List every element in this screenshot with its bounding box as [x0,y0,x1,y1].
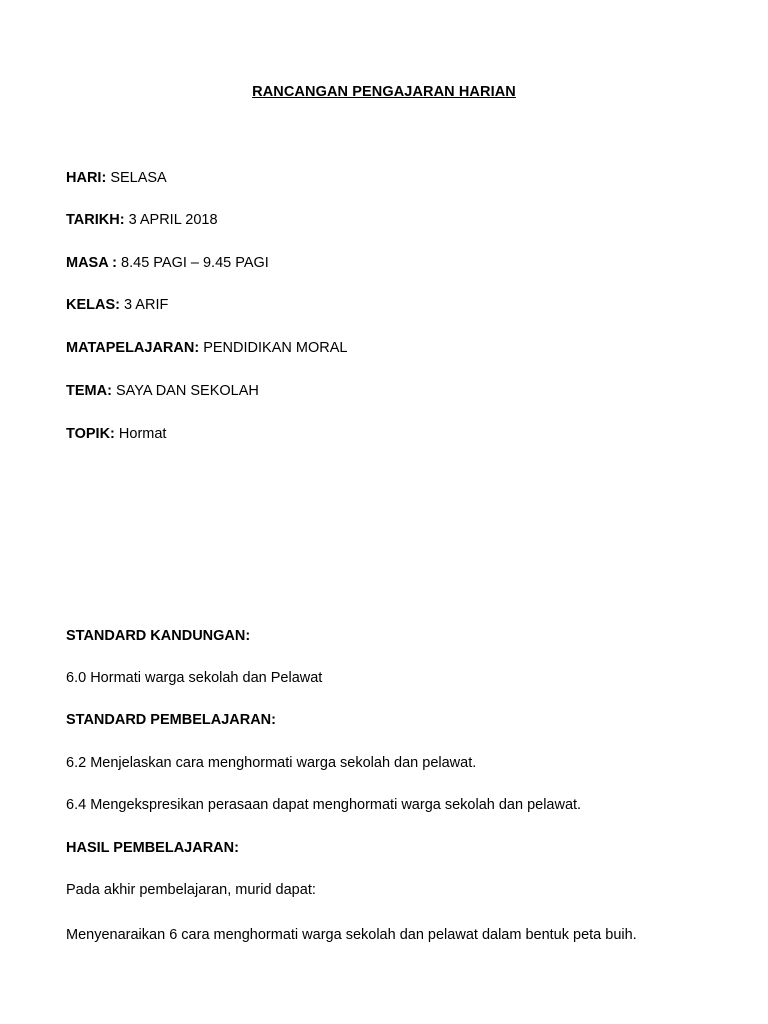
field-label: HARI: [66,170,107,186]
standard-pembelajaran-heading: STANDARD PEMBELAJARAN: [66,712,276,728]
hasil-pembelajaran-heading: HASIL PEMBELAJARAN: [66,840,239,856]
field-kelas [66,297,168,313]
field-label: TOPIK: [66,426,115,442]
standard-kandungan-item [66,670,322,686]
objective-number: 6 [169,927,178,943]
standard-pembelajaran-item [66,797,581,813]
objective-prefix: Menyenaraikan [66,927,166,943]
standard-pembelajaran-item [66,755,476,771]
field-topik [66,426,166,442]
item-text: Hormati warga sekolah dan Pelawat [90,670,323,686]
field-tarikh [66,212,218,228]
field-matapelajaran [66,340,347,356]
hasil-pembelajaran-objective [66,919,706,952]
item-number: 6.2 [66,755,87,771]
field-value: Hormat [118,426,167,442]
hasil-pembelajaran-intro: Pada akhir pembelajaran, murid dapat: [66,882,316,898]
field-hari [66,170,167,186]
field-label: MASA : [66,255,118,271]
field-label: KELAS: [66,297,120,313]
field-value: SAYA DAN SEKOLAH [115,383,259,399]
item-number: 6.0 [66,670,87,686]
field-label: TEMA: [66,383,112,399]
field-tema [66,383,259,399]
field-masa [66,255,269,271]
item-number: 6.4 [66,797,87,813]
field-label: TARIKH: [66,212,125,228]
field-value: 8.45 PAGI – 9.45 PAGI [121,255,269,271]
item-text: Mengekspresikan perasaan dapat menghormati warga sekolah dan pelawat. [90,797,582,813]
standard-kandungan-heading: STANDARD KANDUNGAN: [66,628,251,644]
document-title: RANCANGAN PENGAJARAN HARIAN [252,84,516,100]
field-value: SELASA [110,170,167,186]
field-value: PENDIDIKAN MORAL [203,340,348,356]
item-text: Menjelaskan cara menghormati warga sekolah dan pelawat. [90,755,477,771]
field-value: 3 APRIL 2018 [128,212,218,228]
field-value: 3 ARIF [124,297,169,313]
field-label: MATAPELAJARAN: [66,340,200,356]
objective-text: cara menghormati warga sekolah dan pelawat dalam bentuk peta buih. [181,927,637,943]
